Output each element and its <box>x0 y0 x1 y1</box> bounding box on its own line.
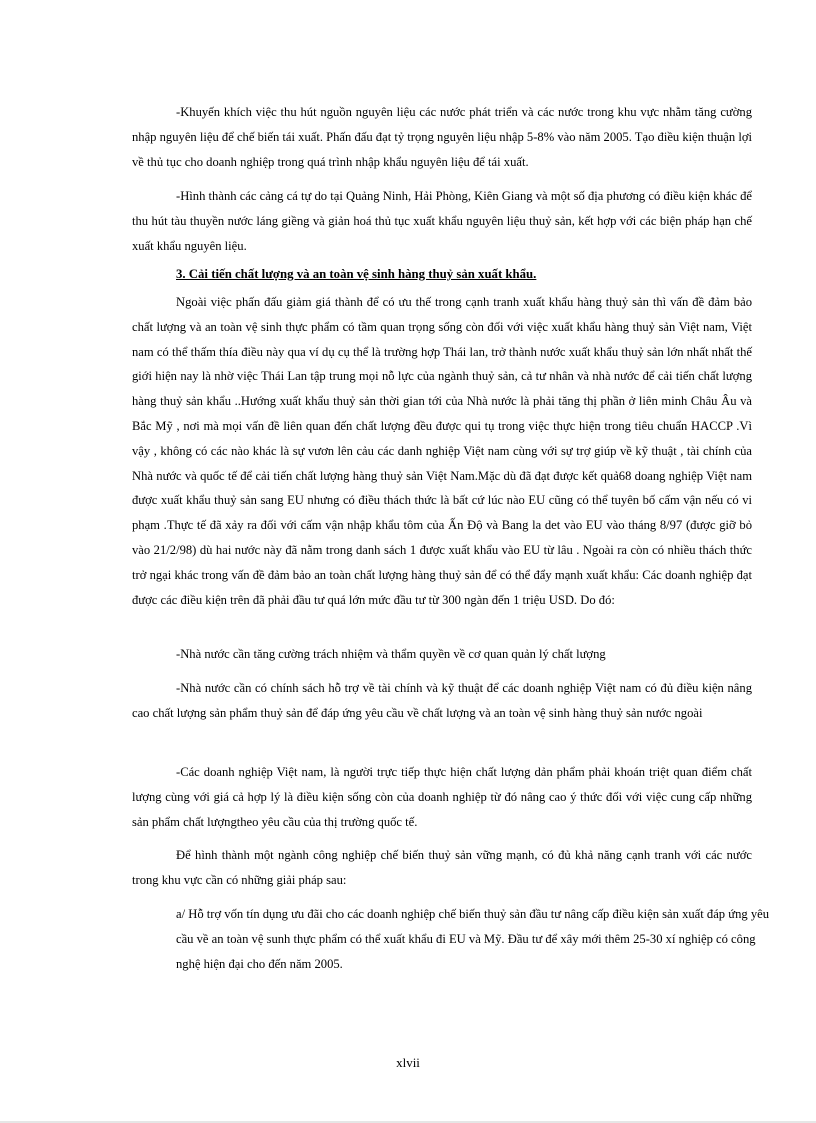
section-heading: 3. Cải tiến chất lượng và an toàn vệ sinh hàng thuỷ sản xuất khẩu. <box>176 267 537 281</box>
paragraph-quality-safety: Ngoài việc phấn đấu giảm giá thành để có ưu thế trong cạnh tranh xuất khẩu hàng thuỷ sản thì vấn đề đảm bảo chất lượng và an toàn vệ sinh thực phẩm có tầm quan trọng sống còn đối với việc xuất khẩu hàng thuỷ sản Việt nam, Việt nam có thể thấm thía điều này qua ví dụ cụ thể là trường hợp Thái lan, trở thành nước xuất khẩu thuỷ sản lớn nhất nhất thế giới hiện nay là nhờ việc Thái Lan tập trung mọi nỗ lực của ngành thuỷ sản, cả tư nhân và nhà nước để cải tiến chất lượng hàng thuỷ sản khẩu ..Hướng xuất khẩu thuỷ sản thời gian tới của Nhà nước là phải tăng thị phần ở liên minh Châu Âu và Bắc Mỹ , nơi mà mọi vấn đề liên quan đến chất lượng đều được qui tụ trong việc thực hiện trong tiêu chuẩn HACCP .Vì vậy , không có các nào khác là sự vươn lên cảu các danh nghiệp Việt nam cùng với sự trợ giúp về kỹ thuật , tài chính của Nhà nước và quốc tế để cải tiến chất lượng hàng thuỷ sản Việt Nam.Mặc dù đã đạt được kết quả68 doang nghiệp Việt nam được xuất khẩu thuỷ sản sang EU nhưng có điều thách thức là bất cứ lúc nào EU cũng có thể tuyên bố cấm vận nếu có vi phạm .Thực tế đã xảy ra đối với cấm vận nhập khẩu tôm của Ấn Độ và Bang la det vào EU vào tháng 8/97 (được giỡ bỏ vào 21/2/98) dù hai nước này đã nằm trong danh sách 1 được xuất khẩu vào EU từ lâu . Ngoài ra còn có nhiều thách thức trở ngại khác trong vấn đề đảm bảo an toàn chất lượng hàng thuỷ sản để có thể đẩy mạnh xuất khẩu: Các doanh nghiệp đạt được các điều kiện trên đã phải đầu tư quá lớn mức đầu tư từ 300 ngàn đến 1 triệu USD. Do đó: <box>132 295 752 607</box>
paragraph-state-responsibility: -Nhà nước cần tăng cường trách nhiệm và thẩm quyền về cơ quan quản lý chất lượng <box>176 647 606 661</box>
paragraph-solution-a: a/ Hỗ trợ vốn tín dụng ưu đãi cho các doanh nghiệp chế biến thuỷ sản đầu tư nâng cấp điều kiện sản xuất đáp ứng yêu cầu về an toàn vệ sunh thực phẩm có thể xuất khẩu đi EU và Mỹ. Đầu tư để xây mới thêm 25-30 xí nghiệp có công nghệ hiện đại cho đến năm 2005. <box>176 907 770 971</box>
page-number: xlvii <box>396 1055 420 1070</box>
paragraph-solutions-intro: Để hình thành một ngành công nghiệp chế biến thuỷ sản vững mạnh, có đủ khả năng cạnh tranh với các nước trong khu vực cần có những giải pháp sau: <box>132 848 752 887</box>
paragraph-free-fishing-ports: -Hình thành các cảng cá tự do tại Quảng Ninh, Hải Phòng, Kiên Giang và một số địa phương có điều kiện khác để thu hút tàu thuyền nước láng giềng và giản hoá thủ tục xuất khẩu nguyên liệu thuỷ sản, kết hợp với các biện pháp hạn chế xuất khẩu nguyên liệu. <box>132 189 752 253</box>
paragraph-raw-material-import: -Khuyến khích việc thu hút nguồn nguyên liệu các nước phát triển và các nước trong khu vực nhằm tăng cường nhập nguyên liệu để chế biến tái xuất. Phấn đấu đạt tỷ trọng nguyên liệu nhập 5-8% vào năm 2005. Tạo điều kiện thuận lợi về thủ tục cho doanh nghiệp trong quá trình nhập khẩu nguyên liệu để tái xuất. <box>132 105 752 169</box>
paragraph-enterprises: -Các doanh nghiệp Việt nam, là người trực tiếp thực hiện chất lượng dản phẩm phải khoán triệt quan điểm chất lượng cùng với giá cả hợp lý là điều kiện sống còn của doanh nghiệp từ đó nâng cao ý thức đối với việc cung cấp những sản phẩm chất lượngtheo yêu cầu của thị trường quốc tế. <box>132 765 752 829</box>
paragraph-state-support: -Nhà nước cần có chính sách hỗ trợ về tài chính và kỹ thuật để các doanh nghiệp Việt nam có đủ điều kiện nâng cao chất lượng sản phẩm thuỷ sản để đáp ứng yêu cầu về chất lượng và an toàn vệ sinh hàng thuỷ sản nước ngoài <box>132 681 752 720</box>
